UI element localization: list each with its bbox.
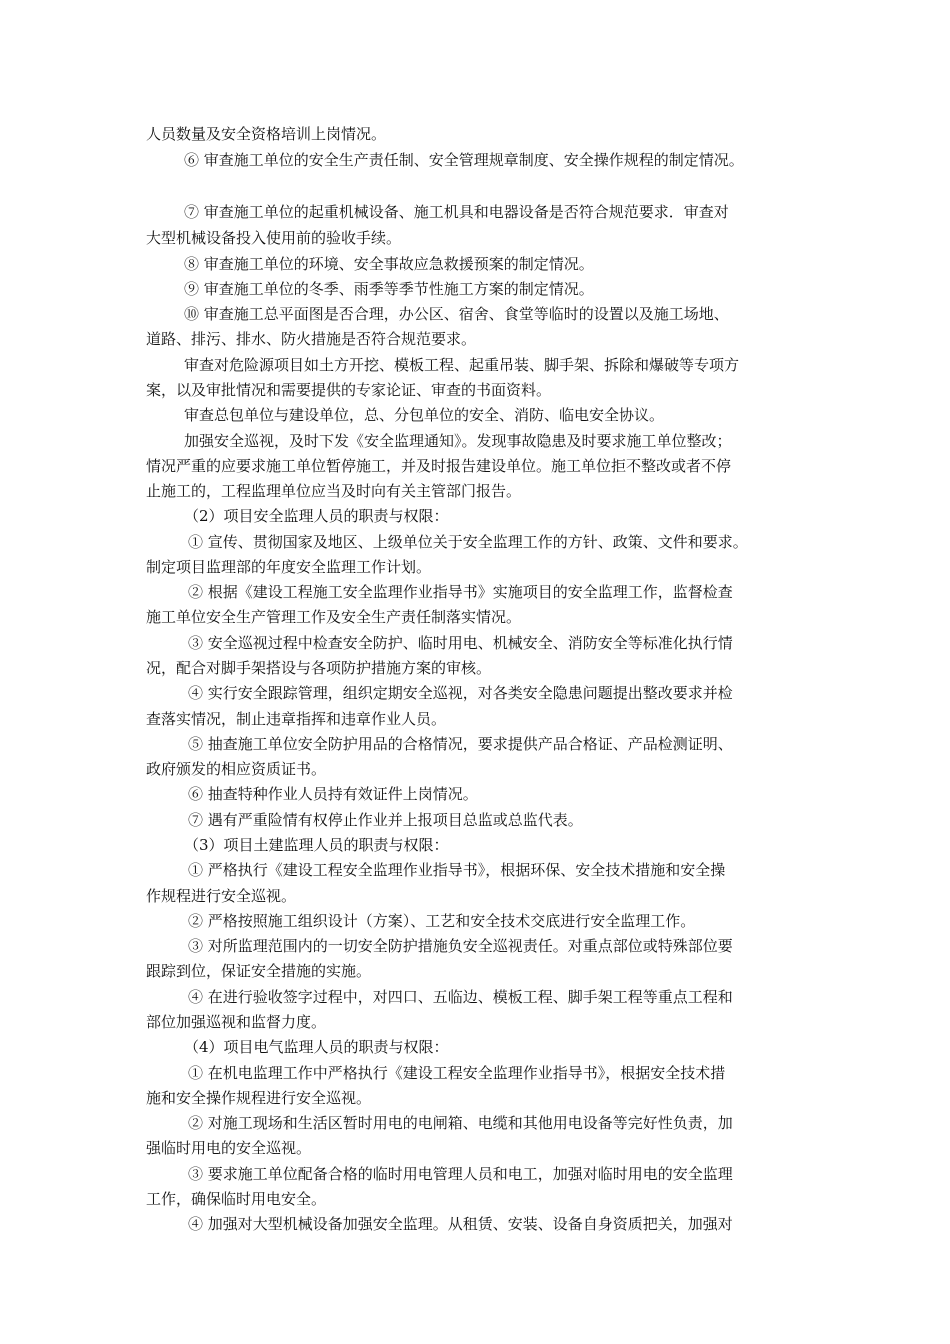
text-line: 政府颁发的相应资质证书。 bbox=[146, 760, 327, 778]
text-line: ① 在机电监理工作中严格执行《建设工程安全监理作业指导书》，根据安全技术措 bbox=[188, 1064, 726, 1082]
section-heading: （4）项目电气监理人员的职责与权限： bbox=[184, 1038, 449, 1056]
text-line: 强临时用电的安全巡视。 bbox=[146, 1139, 312, 1157]
text-line: 况，配合对脚手架搭设与各项防护措施方案的审核。 bbox=[146, 659, 492, 677]
text-line: 止施工的，工程监理单位应当及时向有关主管部门报告。 bbox=[146, 482, 522, 500]
text-line: 工作，确保临时用电安全。 bbox=[146, 1190, 327, 1208]
text-line: ③ 安全巡视过程中检查安全防护、临时用电、机械安全、消防安全等标准化执行情 bbox=[188, 634, 733, 652]
text-line: 施和安全操作规程进行安全巡视。 bbox=[146, 1089, 372, 1107]
text-line: ⑩ 审查施工总平面图是否合理，办公区、宿舍、食堂等临时的设置以及施工场地、 bbox=[184, 305, 729, 323]
text-line: ① 严格执行《建设工程安全监理作业指导书》，根据环保、安全技术措施和安全操 bbox=[188, 861, 726, 879]
text-line: 制定项目监理部的年度安全监理工作计划。 bbox=[146, 558, 432, 576]
text-line: 部位加强巡视和监督力度。 bbox=[146, 1013, 327, 1031]
text-line: 审查总包单位与建设单位，总、分包单位的安全、消防、临电安全协议。 bbox=[184, 406, 665, 424]
text-line: ② 对施工现场和生活区暂时用电的电闸箱、电缆和其他用电设备等完好性负责，加 bbox=[188, 1114, 733, 1132]
text-line: ② 根据《建设工程施工安全监理作业指导书》实施项目的安全监理工作，监督检查 bbox=[188, 583, 733, 601]
text-line: ④ 在进行验收签字过程中，对四口、五临边、模板工程、脚手架工程等重点工程和 bbox=[188, 988, 733, 1006]
text-line: 人员数量及安全资格培训上岗情况。 bbox=[146, 125, 387, 143]
text-line: 案，以及审批情况和需要提供的专家论证、审查的书面资料。 bbox=[146, 381, 552, 399]
text-line: ③ 对所监理范围内的一切安全防护措施负安全巡视责任。对重点部位或特殊部位要 bbox=[188, 937, 733, 955]
text-line: ⑦ 审查施工单位的起重机械设备、施工机具和电器设备是否符合规范要求．审查对 bbox=[184, 203, 729, 221]
text-line: ② 严格按照施工组织设计（方案）、工艺和安全技术交底进行安全监理工作。 bbox=[188, 912, 696, 930]
text-line: 查落实情况，制止违章指挥和违章作业人员。 bbox=[146, 710, 447, 728]
text-line: 大型机械设备投入使用前的验收手续。 bbox=[146, 229, 402, 247]
text-line: ⑧ 审查施工单位的环境、安全事故应急救援预案的制定情况。 bbox=[184, 255, 594, 273]
text-line: 情况严重的应要求施工单位暂停施工，并及时报告建设单位。施工单位拒不整改或者不停 bbox=[146, 457, 732, 475]
text-line: ⑤ 抽查施工单位安全防护用品的合格情况，要求提供产品合格证、产品检测证明、 bbox=[188, 735, 733, 753]
text-line: ① 宣传、贯彻国家及地区、上级单位关于安全监理工作的方针、政策、文件和要求。 bbox=[188, 533, 748, 551]
text-line: ④ 加强对大型机械设备加强安全监理。从租赁、安装、设备自身资质把关，加强对 bbox=[188, 1215, 733, 1233]
text-line: 跟踪到位，保证安全措施的实施。 bbox=[146, 962, 372, 980]
text-line: 道路、排污、排水、防火措施是否符合规范要求。 bbox=[146, 330, 477, 348]
text-line: ⑥ 抽查特种作业人员持有效证件上岗情况。 bbox=[188, 785, 478, 803]
section-heading: （2）项目安全监理人员的职责与权限： bbox=[184, 507, 449, 525]
text-line: ⑨ 审查施工单位的冬季、雨季等季节性施工方案的制定情况。 bbox=[184, 280, 594, 298]
text-line: ⑦ 遇有严重险情有权停止作业并上报项目总监或总监代表。 bbox=[188, 811, 583, 829]
text-line: 施工单位安全生产管理工作及安全生产责任制落实情况。 bbox=[146, 608, 522, 626]
text-line: 加强安全巡视，及时下发《安全监理通知》。发现事故隐患及时要求施工单位整改； bbox=[184, 432, 732, 450]
text-line: ③ 要求施工单位配备合格的临时用电管理人员和电工，加强对临时用电的安全监理 bbox=[188, 1165, 733, 1183]
text-line: ⑥ 审查施工单位的安全生产责任制、安全管理规章制度、安全操作规程的制定情况。 bbox=[184, 151, 744, 169]
text-line: 作规程进行安全巡视。 bbox=[146, 887, 297, 905]
section-heading: （3）项目土建监理人员的职责与权限： bbox=[184, 836, 449, 854]
text-line: ④ 实行安全跟踪管理，组织定期安全巡视，对各类安全隐患问题提出整改要求并检 bbox=[188, 684, 733, 702]
text-line: 审查对危险源项目如土方开挖、模板工程、起重吊装、脚手架、拆除和爆破等专项方 bbox=[184, 356, 740, 374]
